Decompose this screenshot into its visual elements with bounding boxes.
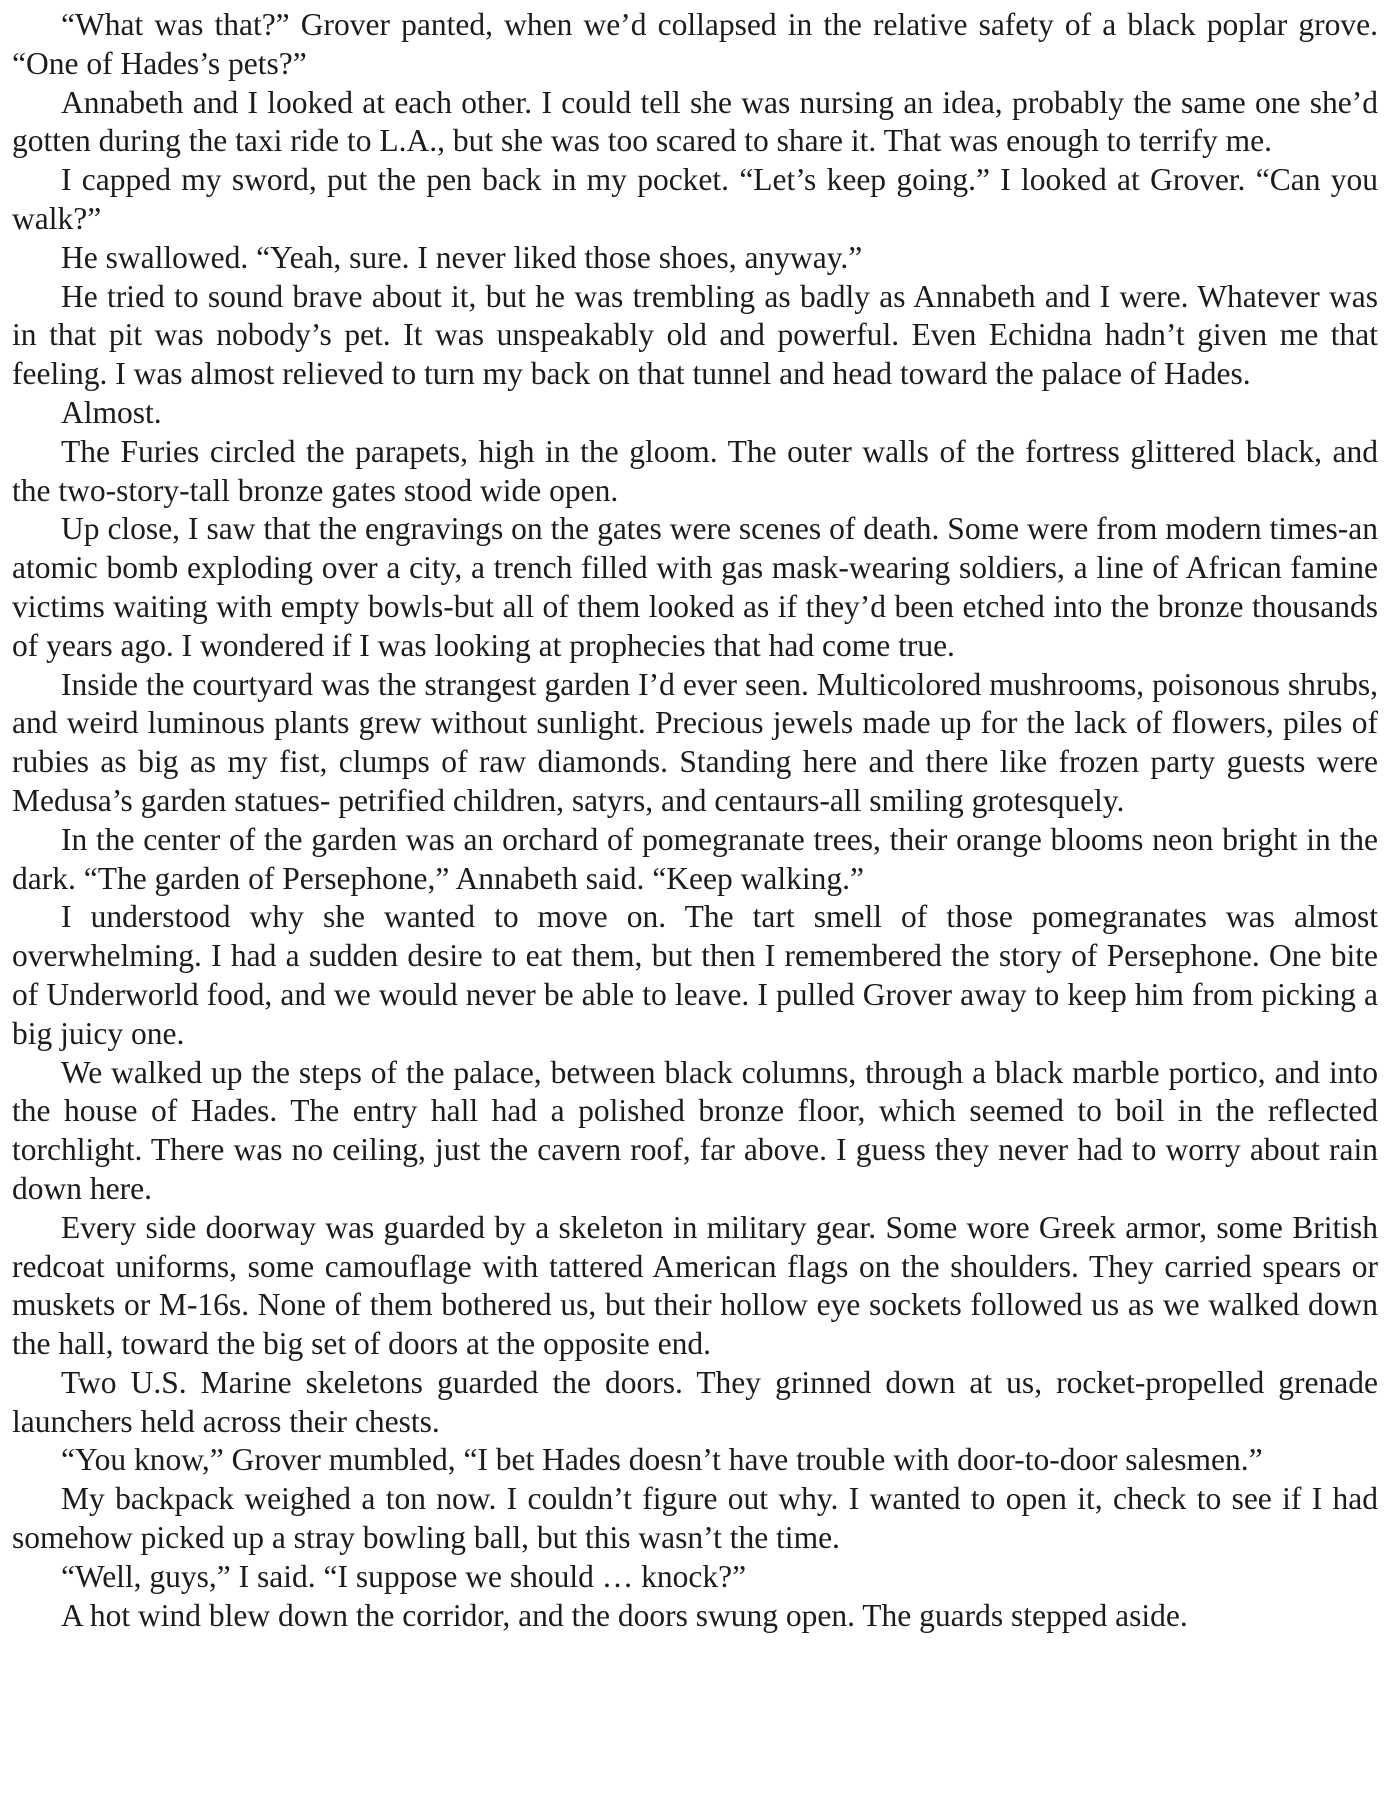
paragraph: I understood why she wanted to move on. The tart smell of those pomegranates was almost overwhelming. I had a sudden desire to eat them, but then I remembered the story of Persephone. One bite of Underworld food, and we would never be able to leave. I pulled Grover away to keep him from picking a big juicy one. [12, 899, 1378, 1051]
book-page [12, 6, 1378, 1635]
paragraph: Annabeth and I looked at each other. I could tell she was nursing an idea, probably the same one she’d gotten during the taxi ride to L.A., but she was too scared to share it. That was enough to terrify me. [12, 84, 1378, 159]
paragraph: “What was that?” Grover panted, when we’d collapsed in the relative safety of a black poplar grove. “One of Hades’s pets?” [12, 7, 1378, 81]
paragraph: I capped my sword, put the pen back in my pocket. “Let’s keep going.” I looked at Grover. “Can you walk?” [12, 162, 1378, 236]
paragraph: “Well, guys,” I said. “I suppose we should … knock?” [61, 1558, 747, 1594]
paragraph: My backpack weighed a ton now. I couldn’t figure out why. I wanted to open it, check to see if I had somehow picked up a stray bowling ball, but this wasn’t the time. [12, 1481, 1378, 1556]
paragraph: He tried to sound brave about it, but he was trembling as badly as Annabeth and I were. Whatever was in that pit was nobody’s pet. It was unspeakably old and powerful. Even Echidna hadn’t given me that feeling. I was almost relieved to turn my back on that tunnel and head toward the palace of Hades. [12, 278, 1378, 392]
paragraph: Almost. [61, 394, 162, 430]
paragraph: Two U.S. Marine skeletons guarded the doors. They grinned down at us, rocket-propelled grenade launchers held across their chests. [12, 1364, 1378, 1439]
paragraph: Inside the courtyard was the strangest garden I’d ever seen. Multicolored mushrooms, poisonous shrubs, and weird luminous plants grew without sunlight. Precious jewels made up for the lack of flowers, piles of rubies as big as my fist, clumps of raw diamonds. Standing here and there like frozen party guests were Medusa’s garden statues- petrified children, satyrs, and centaurs-all smiling grotesquely. [12, 666, 1378, 818]
paragraph: Up close, I saw that the engravings on the gates were scenes of death. Some were from modern times-an atomic bomb exploding over a city, a trench filled with gas mask-wearing soldiers, a line of African famine victims waiting with empty bowls-but all of them looked as if they’d been etched into the bronze thousands of years ago. I wondered if I was looking at prophecies that had come true. [12, 511, 1378, 663]
paragraph: He swallowed. “Yeah, sure. I never liked those shoes, anyway.” [61, 239, 863, 275]
paragraph: In the center of the garden was an orchard of pomegranate trees, their orange blooms neon bright in the dark. “The garden of Persephone,” Annabeth said. “Keep walking.” [12, 821, 1378, 896]
paragraph: “You know,” Grover mumbled, “I bet Hades doesn’t have trouble with door-to-door salesmen.” [61, 1442, 1263, 1478]
paragraph: The Furies circled the parapets, high in the gloom. The outer walls of the fortress glittered black, and the two-story-tall bronze gates stood wide open. [12, 433, 1378, 508]
paragraph: Every side doorway was guarded by a skeleton in military gear. Some wore Greek armor, some British redcoat uniforms, some camouflage with tattered American flags on the shoulders. They carried spears or muskets or M-16s. None of them bothered us, but their hollow eye sockets followed us as we walked down the hall, toward the big set of doors at the opposite end. [12, 1209, 1378, 1362]
paragraph: A hot wind blew down the corridor, and the doors swung open. The guards stepped aside. [61, 1597, 1188, 1633]
paragraph: We walked up the steps of the palace, between black columns, through a black marble portico, and into the house of Hades. The entry hall had a polished bronze floor, which seemed to boil in the reflected torchlight. There was no ceiling, just the cavern roof, far above. I guess they never had to worry about rain down here. [12, 1054, 1378, 1206]
